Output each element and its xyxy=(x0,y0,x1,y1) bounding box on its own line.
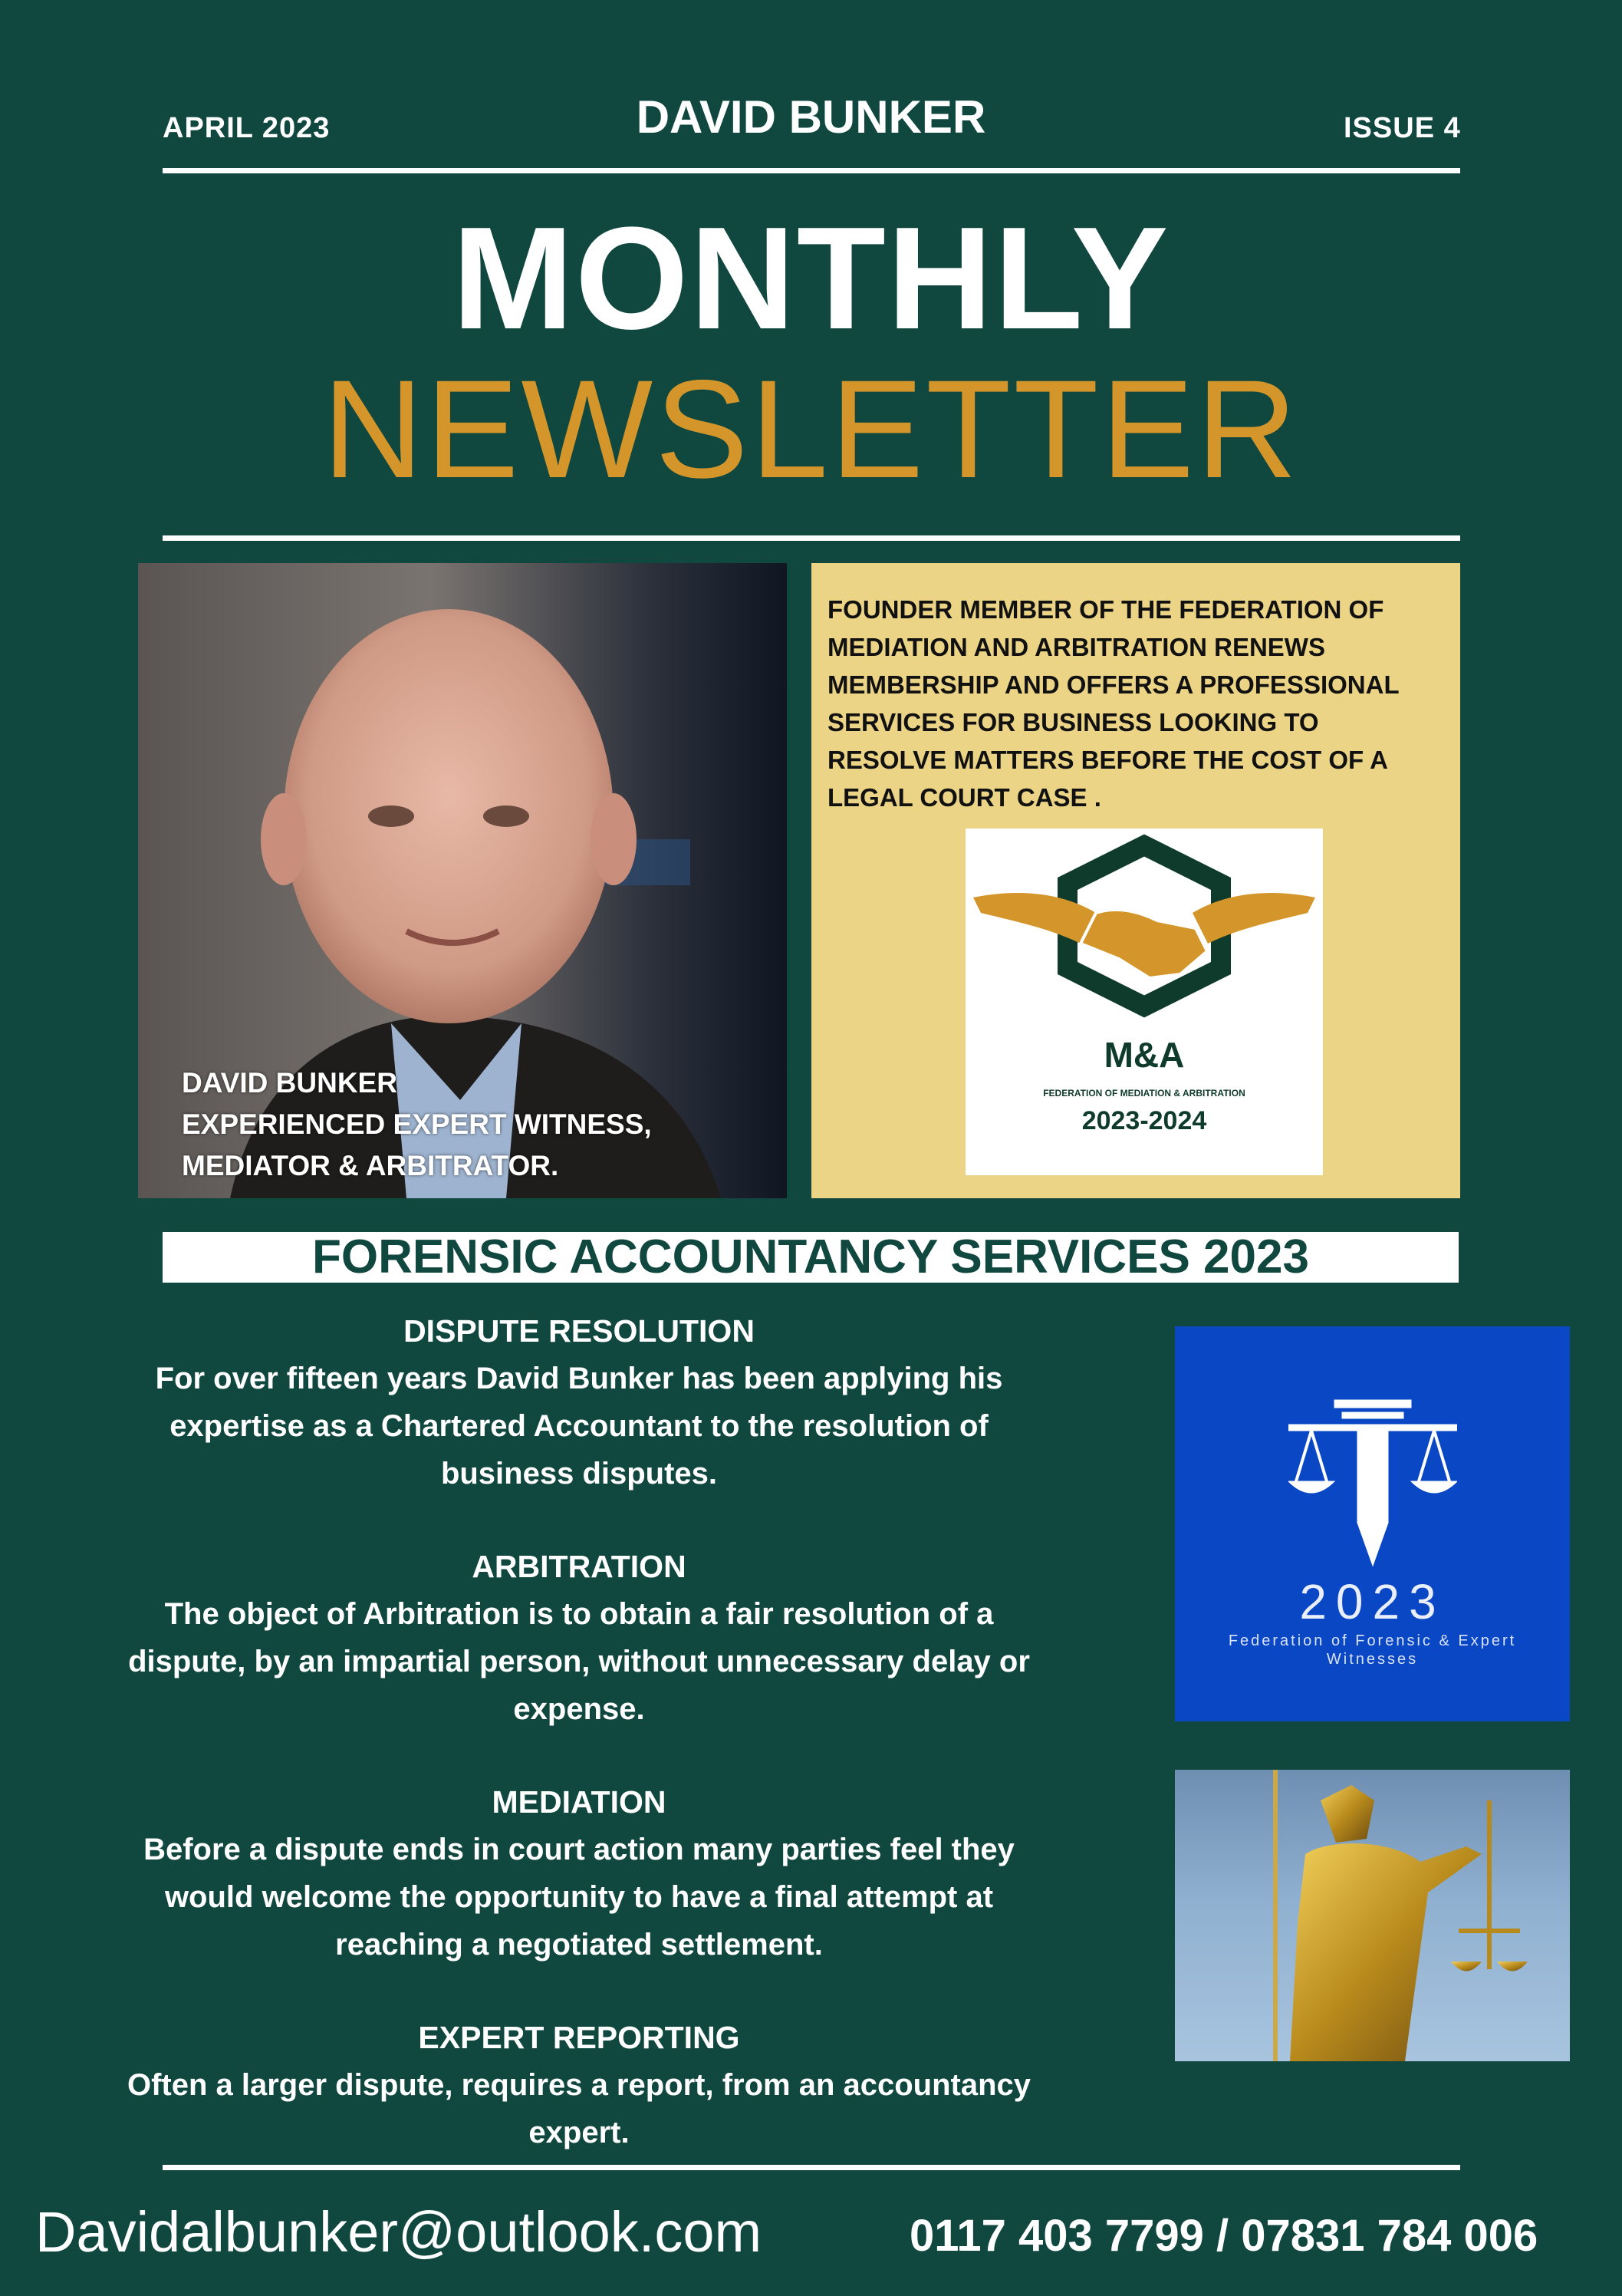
service-text: The object of Arbitration is to obtain a fair resolution of a xyxy=(164,1597,994,1631)
feature-line: MEDIATION AND ARBITRATION RENEWS xyxy=(827,633,1325,661)
feature-line: RESOLVE MATTERS BEFORE THE COST OF A xyxy=(827,746,1388,774)
lady-justice-photo xyxy=(1175,1770,1570,2061)
section-title: FORENSIC ACCOUNTANCY SERVICES 2023 xyxy=(311,1230,1309,1283)
masthead-newsletter: NEWSLETTER xyxy=(322,351,1300,507)
service-mediation xyxy=(61,1778,1097,1968)
badge-line: Witnesses xyxy=(1326,1651,1419,1668)
feature-line: MEMBERSHIP AND OFFERS A PROFESSIONAL xyxy=(827,670,1400,699)
masthead-divider xyxy=(163,535,1460,541)
issue-number: ISSUE 4 xyxy=(1344,112,1461,144)
service-text: For over fifteen years David Bunker has been applying his xyxy=(155,1362,1003,1395)
service-heading: ARBITRATION xyxy=(472,1549,686,1584)
service-text: Often a larger dispute, requires a report, from an accountancy xyxy=(127,2068,1031,2102)
service-text: reaching a negotiated settlement. xyxy=(335,1928,823,1962)
caption-role-2: MEDIATOR & ARBITRATOR. xyxy=(182,1150,559,1181)
contact-phone[interactable]: 0117 403 7799 / 07831 784 006 xyxy=(910,2211,1538,2261)
section-title-bar xyxy=(163,1232,1459,1283)
logo-org-name: FEDERATION OF MEDIATION & ARBITRATION xyxy=(1043,1088,1245,1099)
feature-text xyxy=(827,591,1453,816)
badge-text xyxy=(1175,1632,1570,1668)
scales-pillar-icon xyxy=(1288,1397,1457,1573)
logo-years: 2023-2024 xyxy=(1081,1106,1207,1135)
feature-line: LEGAL COURT CASE . xyxy=(827,783,1101,812)
service-expert-reporting xyxy=(61,2014,1097,2156)
federation-logo xyxy=(966,828,1323,1175)
service-heading: EXPERT REPORTING xyxy=(418,2020,740,2055)
service-text: expert. xyxy=(528,2116,630,2149)
feature-line: FOUNDER MEMBER OF THE FEDERATION OF xyxy=(827,595,1384,624)
service-text: expertise as a Chartered Accountant to the resolution of xyxy=(169,1409,989,1443)
lady-justice-icon xyxy=(1175,1770,1570,2061)
caption-name: DAVID BUNKER xyxy=(182,1067,397,1099)
author-name: DAVID BUNKER xyxy=(636,91,986,143)
contact-email[interactable]: Davidalbunker@outlook.com xyxy=(35,2200,762,2264)
service-text: dispute, by an impartial person, without unnecessary delay or xyxy=(128,1645,1030,1678)
badge-year: 2023 xyxy=(1299,1574,1446,1629)
service-heading: DISPUTE RESOLUTION xyxy=(403,1313,755,1349)
service-text: business disputes. xyxy=(440,1457,718,1491)
footer-divider xyxy=(163,2165,1460,2170)
handshake-logo-icon xyxy=(966,828,1323,1051)
logo-abbr: M&A xyxy=(1104,1035,1185,1075)
feature-line: SERVICES FOR BUSINESS LOOKING TO xyxy=(827,708,1319,736)
caption-role: EXPERIENCED EXPERT WITNESS, xyxy=(182,1108,652,1140)
header-divider xyxy=(163,168,1460,173)
forensic-federation-badge xyxy=(1175,1326,1570,1721)
feature-panel xyxy=(811,563,1460,1198)
masthead-monthly: MONTHLY xyxy=(452,197,1170,360)
badge-line: Federation of Forensic & Expert xyxy=(1228,1632,1517,1649)
photo-caption xyxy=(182,1062,652,1187)
service-text: expense. xyxy=(513,1692,645,1726)
service-text: Before a dispute ends in court action many parties feel they xyxy=(143,1833,1015,1866)
service-dispute-resolution xyxy=(61,1307,1097,1497)
service-arbitration xyxy=(61,1543,1097,1733)
service-heading: MEDIATION xyxy=(492,1784,666,1820)
service-text: would welcome the opportunity to have a final attempt at xyxy=(164,1880,994,1914)
issue-date: APRIL 2023 xyxy=(163,112,331,144)
